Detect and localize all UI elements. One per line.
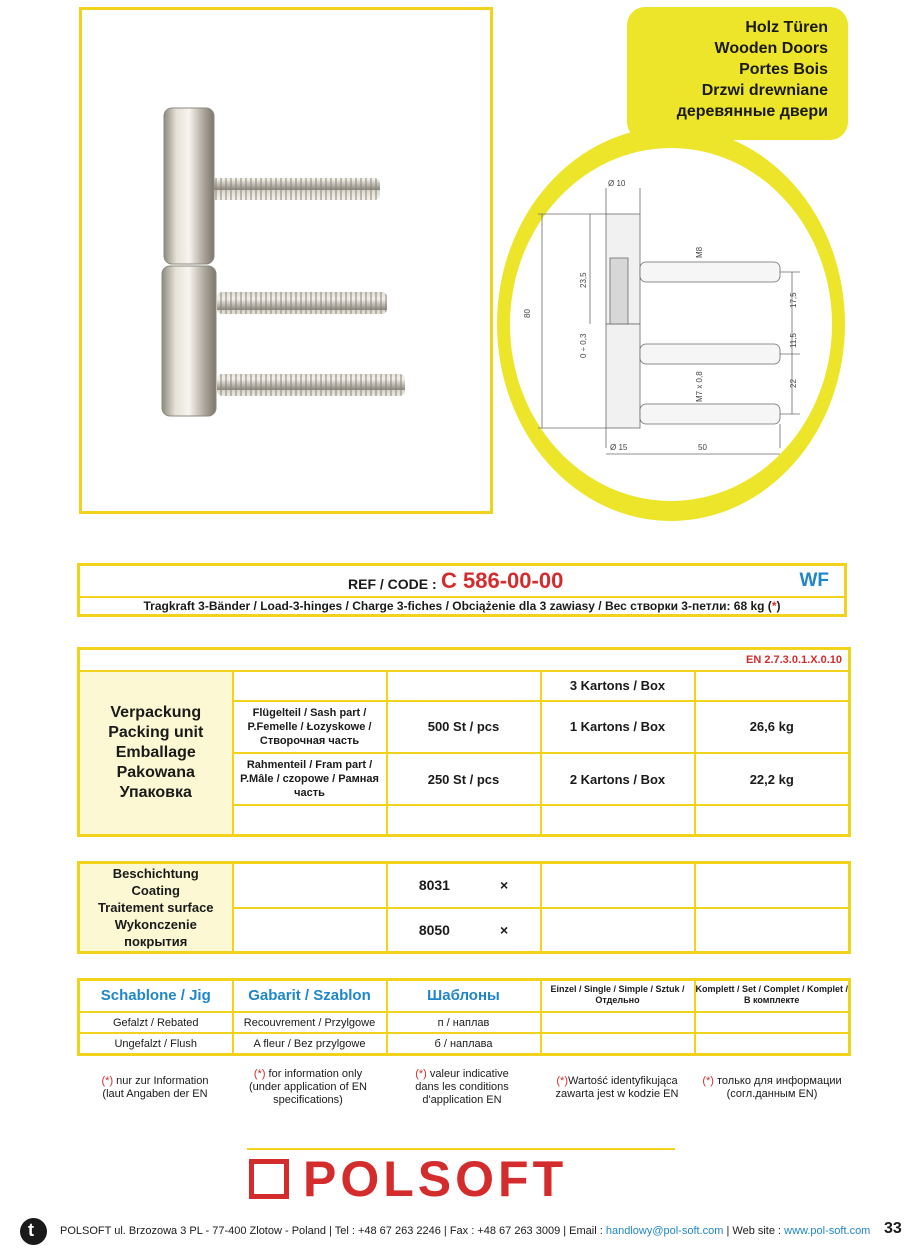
ref-variant: WF bbox=[799, 570, 829, 591]
footer-website-link[interactable]: www.pol-soft.com bbox=[784, 1225, 871, 1237]
coating-label: Beschichtung Coating Traitement surface Wykonczenie покрытия bbox=[79, 863, 233, 953]
brand-logo bbox=[247, 1151, 677, 1210]
dim-pin-spacing-1: 17,5 bbox=[789, 292, 798, 308]
drawing-area bbox=[510, 148, 832, 501]
en-code: EN 2.7.3.0.1.X.0.10 bbox=[79, 649, 850, 671]
packing-table bbox=[77, 647, 851, 837]
header-cell bbox=[233, 671, 387, 701]
part-name: Rahmenteil / Fram part / P.Mâle / czopowe / Рамная часть bbox=[233, 753, 387, 805]
footer-email-link[interactable]: handlowy@pol-soft.com bbox=[605, 1225, 724, 1237]
dim-pin-spacing-2: 11,5 bbox=[789, 333, 798, 348]
header-cartons: 3 Kartons / Box bbox=[541, 671, 695, 701]
quantity: 250 St / pcs bbox=[387, 753, 541, 805]
dim-height: 80 bbox=[523, 309, 532, 318]
jig-header: Шаблоны bbox=[387, 980, 541, 1012]
selected-mark: × bbox=[499, 877, 509, 894]
quantity: 500 St / pcs bbox=[387, 701, 541, 753]
page-number: 33 bbox=[884, 1220, 902, 1237]
coating-code: 8031 × bbox=[387, 863, 541, 908]
hinge-photo bbox=[82, 10, 490, 511]
table-row bbox=[79, 863, 850, 908]
selected-mark: × bbox=[499, 921, 509, 938]
header-cell bbox=[387, 671, 541, 701]
weight: 22,2 kg bbox=[695, 753, 850, 805]
coating-code: 8050 × bbox=[387, 908, 541, 953]
category-title-ru: деревянные двери bbox=[676, 103, 828, 120]
dim-upper: 23,5 bbox=[579, 272, 588, 288]
cartons: 2 Kartons / Box bbox=[541, 753, 695, 805]
table-row: Gefalzt / Rebated Recouvrement / Przylgowe п / наплав bbox=[79, 1012, 850, 1033]
weight: 26,6 kg bbox=[695, 701, 850, 753]
dim-bottom-diameter: Ø 15 bbox=[610, 443, 628, 452]
footer-logo-icon: t bbox=[20, 1218, 47, 1245]
packing-label: Verpackung Packing unit Emballage Pakowana Упаковка bbox=[79, 671, 233, 836]
technical-drawing bbox=[510, 148, 832, 501]
note-fr: (*) valeur indicative dans les conditions d'application EN bbox=[415, 1068, 509, 1106]
load-capacity: Tragkraft 3-Bänder / Load-3-hinges / Charge 3-fiches / Obciążenie dla 3 zawiasy / Вес створки 3-петли: 68 kg (*) bbox=[143, 599, 781, 613]
note-pl: (*)Wartość identyfikująca zawarta jest w kodzie EN bbox=[555, 1075, 679, 1100]
table-header bbox=[79, 980, 850, 1012]
brand-square-icon bbox=[249, 1159, 289, 1199]
table-row: Ungefalzt / Flush A fleur / Bez przylgowe б / наплава bbox=[79, 1033, 850, 1054]
ref-code: C 586-00-00 bbox=[441, 568, 564, 593]
header-cell bbox=[695, 671, 850, 701]
category-title-fr: Portes Bois bbox=[739, 61, 828, 78]
ref-label: REF / CODE : bbox=[348, 576, 437, 592]
footer-contact: POLSOFT ul. Brzozowa 3 PL - 77-400 Zlotow - Poland | Tel : +48 67 263 2246 | Fax : +48 67 263 3009 | Email : handlowy@pol-soft.com | Web site : www.pol-soft.com bbox=[60, 1225, 871, 1237]
dim-pin-spacing-3: 22 bbox=[789, 379, 798, 388]
jig-table bbox=[77, 978, 851, 1056]
product-category-box bbox=[627, 7, 848, 140]
category-title-pl: Drzwi drewniane bbox=[701, 82, 828, 99]
note-de: (*) nur zur Information (laut Angaben der EN bbox=[101, 1075, 209, 1100]
category-title-en: Wooden Doors bbox=[714, 40, 828, 57]
dim-top-diameter: Ø 10 bbox=[608, 179, 626, 188]
dim-thread-top: M8 bbox=[695, 246, 704, 258]
dim-thread-bottom: M7 x 0,8 bbox=[695, 371, 704, 402]
category-title-de: Holz Türen bbox=[745, 19, 828, 36]
note-en: (*) for information only (under application of EN specifications) bbox=[248, 1068, 367, 1106]
reference-box bbox=[77, 563, 847, 617]
dim-width: 50 bbox=[698, 443, 707, 452]
part-name: Flügelteil / Sash part / P.Femelle / Łozyskowe / Створочная часть bbox=[233, 701, 387, 753]
jig-header: Gabarit / Szablon bbox=[233, 980, 387, 1012]
cartons: 1 Kartons / Box bbox=[541, 701, 695, 753]
note-ru: (*) только для информации (согл.данным EN) bbox=[702, 1075, 842, 1100]
coating-table bbox=[77, 861, 851, 954]
dim-gap: 0 ÷ 0,3 bbox=[579, 333, 588, 358]
brand-name: POLSOFT bbox=[303, 1151, 568, 1207]
jig-header: Schablone / Jig bbox=[79, 980, 233, 1012]
jig-header: Einzel / Single / Simple / Sztuk / Отдельно bbox=[541, 980, 695, 1012]
product-photo-frame bbox=[79, 7, 493, 514]
jig-header: Komplett / Set / Complet / Komplet / В комплекте bbox=[695, 980, 850, 1012]
